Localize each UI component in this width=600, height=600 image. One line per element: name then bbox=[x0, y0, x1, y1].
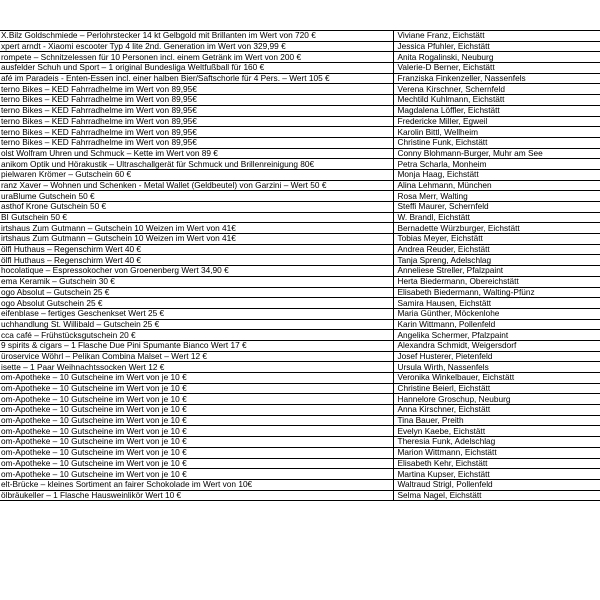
prize-cell[interactable]: BI Gutschein 50 € bbox=[0, 212, 393, 223]
prize-cell[interactable]: irtshaus Zum Gutmann – Gutschein 10 Weizen im Wert von 41€ bbox=[0, 223, 393, 234]
prize-cell[interactable]: om-Apotheke – 10 Gutscheine im Wert von je 10 € bbox=[0, 415, 393, 426]
table-row[interactable] bbox=[0, 191, 600, 202]
prize-cell[interactable]: terno Bikes – KED Fahrradhelme im Wert von 89,95€ bbox=[0, 84, 393, 95]
winner-cell[interactable]: Karolin Bittl, Wellheim bbox=[393, 127, 600, 138]
prize-cell[interactable]: olst Wolfram Uhren und Schmuck – Kette im Wert von 89 € bbox=[0, 148, 393, 159]
winner-cell[interactable]: Josef Husterer, Pietenfeld bbox=[393, 351, 600, 362]
table-row[interactable] bbox=[0, 266, 600, 277]
winner-cell[interactable]: Angelika Schermer, Pfalzpaint bbox=[393, 330, 600, 341]
prize-cell[interactable]: eifenblase – fertiges Geschenkset Wert 25 € bbox=[0, 308, 393, 319]
table-row[interactable] bbox=[0, 298, 600, 309]
prize-cell[interactable]: terno Bikes – KED Fahrradhelme im Wert von 89,95€ bbox=[0, 116, 393, 127]
winner-cell[interactable]: Alexandra Schmidt, Weigersdorf bbox=[393, 340, 600, 351]
table-row[interactable] bbox=[0, 458, 600, 469]
table-row[interactable] bbox=[0, 223, 600, 234]
winner-cell[interactable]: Evelyn Kaebe, Eichstätt bbox=[393, 426, 600, 437]
table-row[interactable] bbox=[0, 287, 600, 298]
winner-cell[interactable]: Elisabeth Kehr, Eichstätt bbox=[393, 458, 600, 469]
table-row[interactable] bbox=[0, 52, 600, 63]
table-row[interactable] bbox=[0, 405, 600, 416]
winner-cell[interactable]: Veronika Winkelbauer, Eichstätt bbox=[393, 373, 600, 384]
table-row[interactable] bbox=[0, 234, 600, 245]
winner-cell[interactable]: Theresia Funk, Adelschlag bbox=[393, 437, 600, 448]
table-row[interactable] bbox=[0, 95, 600, 106]
table-row[interactable] bbox=[0, 437, 600, 448]
spreadsheet bbox=[0, 30, 600, 501]
prize-winners-table bbox=[0, 30, 600, 501]
table-row[interactable] bbox=[0, 415, 600, 426]
prize-cell[interactable]: om-Apotheke – 10 Gutscheine im Wert von je 10 € bbox=[0, 383, 393, 394]
table-row[interactable] bbox=[0, 31, 600, 42]
winner-cell[interactable]: Steffi Maurer, Schernfeld bbox=[393, 202, 600, 213]
winner-cell[interactable]: Christine Funk, Eichstätt bbox=[393, 137, 600, 148]
prize-cell[interactable]: terno Bikes – KED Fahrradhelme im Wert von 89,95€ bbox=[0, 137, 393, 148]
winner-cell[interactable]: Hannelore Groschup, Neuburg bbox=[393, 394, 600, 405]
table-row[interactable] bbox=[0, 159, 600, 170]
prize-cell[interactable]: om-Apotheke – 10 Gutscheine im Wert von je 10 € bbox=[0, 458, 393, 469]
table-row[interactable] bbox=[0, 330, 600, 341]
table-row[interactable] bbox=[0, 469, 600, 480]
winner-cell[interactable]: Rosa Merr, Walting bbox=[393, 191, 600, 202]
winner-cell[interactable]: Jessica Pfuhler, Eichstätt bbox=[393, 41, 600, 52]
prize-cell[interactable]: om-Apotheke – 10 Gutscheine im Wert von je 10 € bbox=[0, 447, 393, 458]
prize-cell[interactable]: üroservice Wöhrl – Pelikan Combina Malset – Wert 12 € bbox=[0, 351, 393, 362]
prize-cell[interactable]: ölbräukeller – 1 Flasche Hausweinlikör Wert 10 € bbox=[0, 490, 393, 501]
table-row[interactable] bbox=[0, 63, 600, 74]
prize-cell[interactable]: X.Bilz Goldschmiede – Perlohrstecker 14 kt Gelbgold mit Brillanten im Wert von 720 € bbox=[0, 31, 393, 42]
prize-cell[interactable]: om-Apotheke – 10 Gutscheine im Wert von je 10 € bbox=[0, 405, 393, 416]
table-row[interactable] bbox=[0, 351, 600, 362]
winner-cell[interactable]: Tina Bauer, Preith bbox=[393, 415, 600, 426]
winner-cell[interactable]: Alina Lehmann, München bbox=[393, 180, 600, 191]
prize-cell[interactable]: uraBlume Gutschein 50 € bbox=[0, 191, 393, 202]
table-row[interactable] bbox=[0, 244, 600, 255]
winner-cell[interactable]: Tanja Spreng, Adelschlag bbox=[393, 255, 600, 266]
winner-cell[interactable]: Andrea Reuder, Eichstätt bbox=[393, 244, 600, 255]
prize-cell[interactable]: ausfelder Schuh und Sport – 1 original Bundesliga Weltfußball für 160 € bbox=[0, 63, 393, 74]
table-row[interactable] bbox=[0, 308, 600, 319]
prize-cell[interactable]: ranz Xaver – Wohnen und Schenken - Metal Wallet (Geldbeutel) von Garzini – Wert 50 € bbox=[0, 180, 393, 191]
table-row[interactable] bbox=[0, 137, 600, 148]
winner-cell[interactable]: Waltraud Strigl, Pollenfeld bbox=[393, 479, 600, 490]
table-row[interactable] bbox=[0, 202, 600, 213]
winner-cell[interactable]: Viviane Franz, Eichstätt bbox=[393, 31, 600, 42]
winner-cell[interactable]: Valerie-D Berner, Eichstätt bbox=[393, 63, 600, 74]
prize-cell[interactable]: pielwaren Krömer – Gutschein 60 € bbox=[0, 169, 393, 180]
winner-cell[interactable]: Selma Nagel, Eichstätt bbox=[393, 490, 600, 501]
prize-cell[interactable]: ölfl Huthaus – Regenschirm Wert 40 € bbox=[0, 255, 393, 266]
table-row[interactable] bbox=[0, 41, 600, 52]
table-row[interactable] bbox=[0, 479, 600, 490]
prize-cell[interactable]: terno Bikes – KED Fahrradhelme im Wert von 89,95€ bbox=[0, 105, 393, 116]
winner-cell[interactable]: Anna Kirschner, Eichstätt bbox=[393, 405, 600, 416]
winner-cell[interactable]: Mechtild Kuhlmann, Eichstätt bbox=[393, 95, 600, 106]
winner-cell[interactable]: Conny Blohmann-Burger, Muhr am See bbox=[393, 148, 600, 159]
table-row[interactable] bbox=[0, 426, 600, 437]
prize-cell[interactable]: ölfl Huthaus – Regenschirm Wert 40 € bbox=[0, 244, 393, 255]
prize-cell[interactable]: isette – 1 Paar Weihnachtssocken Wert 12 € bbox=[0, 362, 393, 373]
prize-cell[interactable]: elt-Brücke – kleines Sortiment an fairer Schokolade im Wert von 10€ bbox=[0, 479, 393, 490]
prize-cell[interactable]: cca café – Frühstücksgutschein 20 € bbox=[0, 330, 393, 341]
prize-cell[interactable]: om-Apotheke – 10 Gutscheine im Wert von je 10 € bbox=[0, 394, 393, 405]
table-row[interactable] bbox=[0, 169, 600, 180]
winner-cell[interactable]: Marion Wittmann, Eichstätt bbox=[393, 447, 600, 458]
table-row[interactable] bbox=[0, 148, 600, 159]
winner-cell[interactable]: Franziska Finkenzeller, Nassenfels bbox=[393, 73, 600, 84]
winner-cell[interactable]: Magdalena Löffler, Eichstätt bbox=[393, 105, 600, 116]
prize-cell[interactable]: 9 spirits & cigars – 1 Flasche Due Pini Spumante Bianco Wert 17 € bbox=[0, 340, 393, 351]
prize-cell[interactable]: om-Apotheke – 10 Gutscheine im Wert von je 10 € bbox=[0, 437, 393, 448]
winner-cell[interactable]: Monja Haag, Eichstätt bbox=[393, 169, 600, 180]
winner-cell[interactable]: Fredericke Miller, Egweil bbox=[393, 116, 600, 127]
winner-cell[interactable]: Bernadette Würzburger, Eichstätt bbox=[393, 223, 600, 234]
winner-cell[interactable]: Samira Hausen, Eichstätt bbox=[393, 298, 600, 309]
prize-cell[interactable]: rompete – Schnitzelessen für 10 Personen incl. einem Getränk im Wert von 200 € bbox=[0, 52, 393, 63]
winner-cell[interactable]: Petra Scharla, Monheim bbox=[393, 159, 600, 170]
prize-cell[interactable]: uchhandlung St. Willibald – Gutschein 25 € bbox=[0, 319, 393, 330]
table-row[interactable] bbox=[0, 84, 600, 95]
prize-cell[interactable]: terno Bikes – KED Fahrradhelme im Wert von 89,95€ bbox=[0, 127, 393, 138]
prize-cell[interactable]: om-Apotheke – 10 Gutscheine im Wert von je 10 € bbox=[0, 373, 393, 384]
table-row[interactable] bbox=[0, 383, 600, 394]
table-row[interactable] bbox=[0, 255, 600, 266]
prize-cell[interactable]: afé im Paradeis - Enten-Essen incl. einer halben Bier/Saftschorle für 4 Pers. – Wert 105 € bbox=[0, 73, 393, 84]
prize-cell[interactable]: ema Keramik – Gutschein 30 € bbox=[0, 276, 393, 287]
winner-cell[interactable]: W. Brandl, Eichstätt bbox=[393, 212, 600, 223]
prize-cell[interactable]: terno Bikes – KED Fahrradhelme im Wert von 89,95€ bbox=[0, 95, 393, 106]
table-row[interactable] bbox=[0, 362, 600, 373]
winner-cell[interactable]: Herta Biedermann, Obereichstätt bbox=[393, 276, 600, 287]
prize-cell[interactable]: xpert arndt - Xiaomi escooter Typ 4 lite 2nd. Generation im Wert von 329,99 € bbox=[0, 41, 393, 52]
prize-cell[interactable]: om-Apotheke – 10 Gutscheine im Wert von je 10 € bbox=[0, 469, 393, 480]
table-row[interactable] bbox=[0, 490, 600, 501]
table-row[interactable] bbox=[0, 447, 600, 458]
table-row[interactable] bbox=[0, 127, 600, 138]
winner-cell[interactable]: Martina Kupser, Eichstätt bbox=[393, 469, 600, 480]
prize-cell[interactable]: ogo Absolut – Gutschein 25 € bbox=[0, 287, 393, 298]
prize-cell[interactable]: om-Apotheke – 10 Gutscheine im Wert von je 10 € bbox=[0, 426, 393, 437]
prize-cell[interactable]: irtshaus Zum Gutmann – Gutschein 10 Weizen im Wert von 41€ bbox=[0, 234, 393, 245]
winner-cell[interactable]: Elisabeth Biedermann, Walting-Pfünz bbox=[393, 287, 600, 298]
winner-cell[interactable]: Anneliese Streller, Pfalzpaint bbox=[393, 266, 600, 277]
table-row[interactable] bbox=[0, 394, 600, 405]
prize-cell[interactable]: ogo Absolut Gutschein 25 € bbox=[0, 298, 393, 309]
table-row[interactable] bbox=[0, 105, 600, 116]
table-row[interactable] bbox=[0, 340, 600, 351]
table-body bbox=[0, 31, 600, 501]
prize-cell[interactable]: anikom Optik und Hörakustik – Ultraschallgerät für Schmuck und Brillenreinigung 80€ bbox=[0, 159, 393, 170]
winner-cell[interactable]: Maria Günther, Möckenlohe bbox=[393, 308, 600, 319]
table-row[interactable] bbox=[0, 276, 600, 287]
prize-cell[interactable]: hocolatique – Espressokocher von Groenenberg Wert 34,90 € bbox=[0, 266, 393, 277]
winner-cell[interactable]: Verena Kirschner, Schernfeld bbox=[393, 84, 600, 95]
winner-cell[interactable]: Ursula Wirth, Nassenfels bbox=[393, 362, 600, 373]
winner-cell[interactable]: Tobias Meyer, Eichstätt bbox=[393, 234, 600, 245]
table-row[interactable] bbox=[0, 319, 600, 330]
winner-cell[interactable]: Anita Rogalinski, Neuburg bbox=[393, 52, 600, 63]
table-row[interactable] bbox=[0, 212, 600, 223]
table-row[interactable] bbox=[0, 373, 600, 384]
table-row[interactable] bbox=[0, 73, 600, 84]
winner-cell[interactable]: Karin Wittmann, Pollenfeld bbox=[393, 319, 600, 330]
table-row[interactable] bbox=[0, 116, 600, 127]
prize-cell[interactable]: asthof Krone Gutschein 50 € bbox=[0, 202, 393, 213]
winner-cell[interactable]: Christine Beierl, Eichstätt bbox=[393, 383, 600, 394]
table-row[interactable] bbox=[0, 180, 600, 191]
